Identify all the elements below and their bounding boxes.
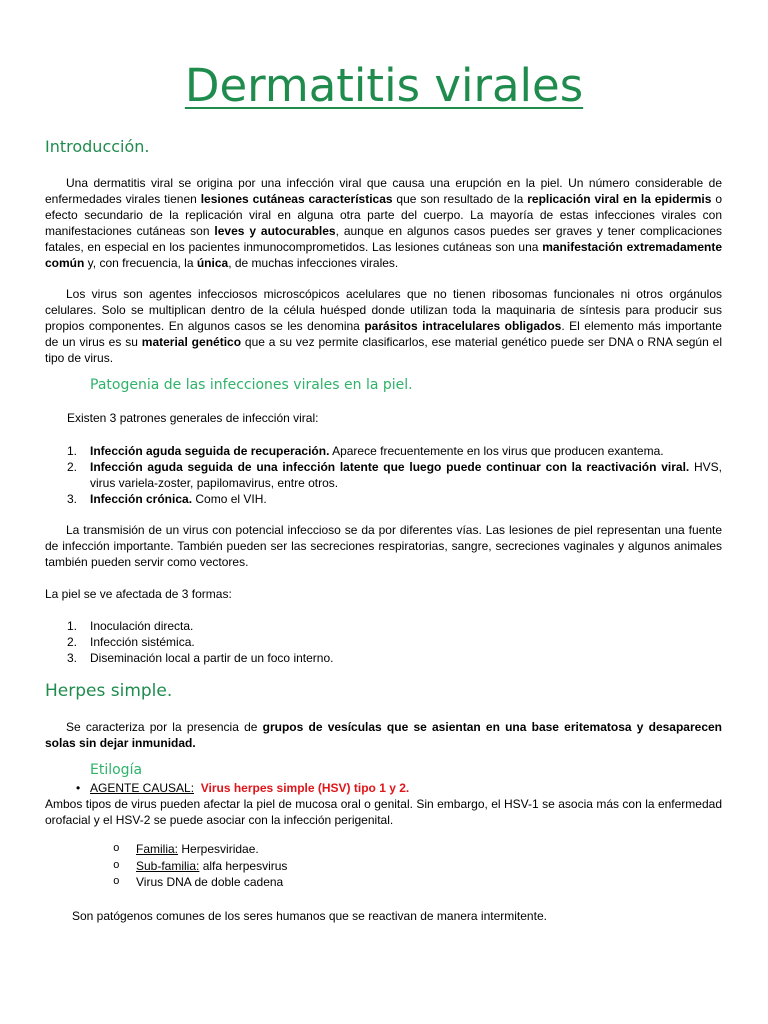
circle-bullet-icon: o bbox=[113, 859, 120, 872]
emphasis-text: Infección aguda seguida de recuperación. bbox=[90, 444, 330, 458]
section-heading-patogenia: Patogenia de las infecciones virales en la piel. bbox=[90, 377, 413, 393]
list-item-text bbox=[90, 443, 722, 459]
list-item-text: Inoculación directa. bbox=[90, 619, 194, 633]
list-number: 1. bbox=[67, 619, 78, 633]
intro-paragraph-2 bbox=[45, 286, 722, 366]
list-item-text: Como el VIH. bbox=[192, 492, 267, 506]
paragraph-text: Los virus son agentes infecciosos microscópicos acelulares que no tienen ribosomas funcionales ni otros orgánulos celulares. Solo se multiplican dentro de la célula huésped donde utilizan toda la maquinaria de síntesis para producir sus propios componentes. En algunos casos se les denomina bbox=[45, 287, 722, 333]
infection-patterns-list bbox=[67, 443, 722, 507]
paragraph-text: o efecto secundario de la replicación viral en alguna otra parte del cuerpo. La mayoría de estas infecciones virales con manifestaciones cutáneas son bbox=[45, 192, 722, 238]
list-number: 2. bbox=[67, 635, 78, 649]
emphasis-text: manifestación extremadamente común bbox=[45, 240, 722, 270]
list-number: 3. bbox=[67, 492, 78, 506]
list-number: 3. bbox=[67, 651, 78, 665]
skin-form-item bbox=[67, 634, 722, 650]
taxonomy-value: alfa herpesvirus bbox=[199, 858, 288, 873]
paragraph-text: . El elemento más importante de un virus es su bbox=[45, 319, 722, 349]
taxonomy-item bbox=[113, 874, 287, 891]
list-item-text: Infección sistémica. bbox=[90, 635, 195, 649]
intro-paragraph-1 bbox=[45, 175, 722, 271]
emphasis-text: única bbox=[196, 256, 229, 270]
paragraph-text: , de muchas infecciones virales. bbox=[228, 256, 399, 270]
closing-sentence: Son patógenos comunes de los seres humanos que se reactivan de manera intermitente. bbox=[72, 909, 547, 923]
causal-agent-value: Virus herpes simple (HSV) tipo 1 y 2. bbox=[200, 781, 410, 795]
causal-agent-label: AGENTE CAUSAL: bbox=[90, 781, 195, 795]
etiologia-paragraph: Ambos tipos de virus pueden afectar la piel de mucosa oral o genital. Sin embargo, el HSV-1 se asocia más con la enfermedad orofacial y el HSV-2 se puede asociar con la infección perigenital. bbox=[45, 797, 722, 827]
emphasis-text: material genético bbox=[141, 335, 242, 349]
paragraph-text: que son resultado de la bbox=[392, 192, 528, 206]
section-heading-introduccion: Introducción. bbox=[45, 137, 150, 156]
taxonomy-value: Virus DNA de doble cadena bbox=[136, 875, 284, 889]
emphasis-text: lesiones cutáneas características bbox=[200, 192, 393, 206]
taxonomy-list bbox=[113, 841, 287, 891]
section-heading-herpes-simple: Herpes simple. bbox=[45, 681, 173, 701]
skin-form-item bbox=[67, 618, 722, 634]
emphasis-text: replicación viral en la epidermis bbox=[527, 192, 712, 206]
taxonomy-item bbox=[113, 841, 287, 858]
herpes-paragraph bbox=[45, 719, 722, 751]
infection-pattern-item bbox=[67, 459, 722, 491]
emphasis-text: Infección crónica. bbox=[90, 492, 193, 506]
emphasis-text: Infección aguda seguida de una infección latente que luego puede continuar con la reactivación viral. bbox=[90, 460, 690, 474]
list-item-text bbox=[90, 459, 722, 491]
paragraph-text: que a su vez permite clasificarlos, ese material genético puede ser DNA o RNA según el tipo de virus. bbox=[45, 335, 722, 365]
emphasis-text: grupos de vesículas que se asientan en una base eritematosa y desaparecen solas sin dejar inmunidad. bbox=[45, 720, 722, 750]
emphasis-text: leves y autocurables bbox=[214, 224, 336, 238]
causal-agent-row bbox=[76, 780, 409, 796]
circle-bullet-icon: o bbox=[113, 876, 120, 888]
patterns-intro: Existen 3 patrones generales de infección viral: bbox=[67, 411, 319, 425]
paragraph-text: Se caracteriza por la presencia de bbox=[66, 720, 263, 734]
transmission-paragraph: La transmisión de un virus con potencial infeccioso se da por diferentes vías. Las lesiones de piel representan una fuente de infección importante. También pueden ser las secreciones respiratorias, sangre, secreciones vaginales y algunos animales también pueden servir como vectores. bbox=[45, 523, 722, 569]
bullet-icon: • bbox=[76, 781, 81, 795]
taxonomy-label: Sub-familia: bbox=[136, 858, 200, 873]
subheading-etiologia: Etilogía bbox=[90, 762, 143, 778]
emphasis-text: parásitos intracelulares obligados bbox=[364, 319, 562, 333]
paragraph-text: Una dermatitis viral se origina por una infección viral que causa una erupción en la piel. Un número considerable de enfermedades virales tienen bbox=[45, 176, 722, 206]
document-title: Dermatitis virales bbox=[184, 59, 584, 112]
paragraph-text: y, con frecuencia, la bbox=[84, 256, 197, 270]
taxonomy-value: Herpesviridae. bbox=[178, 842, 259, 856]
paragraph-text: , aunque en algunos casos puedes ser graves y tener complicaciones fatales, en especial en los pacientes inmunocomprometidos. Las lesiones cutáneas son una bbox=[45, 224, 722, 254]
list-item-text bbox=[90, 491, 722, 507]
infection-pattern-item bbox=[67, 443, 722, 459]
skin-forms-list bbox=[67, 618, 722, 666]
taxonomy-label: Familia: bbox=[136, 842, 179, 856]
infection-pattern-item bbox=[67, 491, 722, 507]
skin-form-item bbox=[67, 650, 722, 666]
taxonomy-item bbox=[113, 858, 287, 875]
circle-bullet-icon: o bbox=[113, 843, 120, 855]
list-number: 2. bbox=[67, 460, 78, 474]
skin-forms-intro: La piel se ve afectada de 3 formas: bbox=[45, 587, 232, 601]
list-item-text: Aparece frecuentemente en los virus que producen exantema. bbox=[329, 444, 664, 458]
list-number: 1. bbox=[67, 444, 78, 458]
list-item-text: Diseminación local a partir de un foco interno. bbox=[90, 651, 334, 665]
list-item-text: HVS, virus variela-zoster, papilomavirus, entre otros. bbox=[90, 460, 723, 490]
